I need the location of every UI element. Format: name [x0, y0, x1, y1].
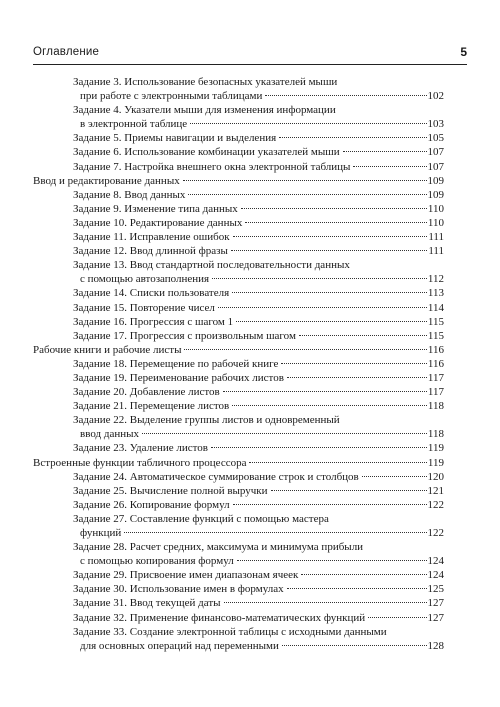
- dot-leader: [245, 222, 427, 223]
- toc-entry: [33, 89, 444, 103]
- toc-page-number: 113: [427, 287, 444, 300]
- dot-leader: [142, 433, 427, 434]
- toc-entry-text: Задание 15. Повторение чисел: [73, 301, 215, 314]
- dot-leader: [299, 335, 427, 336]
- toc-page-number: 124: [427, 555, 444, 568]
- toc-entry: [33, 484, 444, 498]
- toc-page-number: 109: [427, 174, 444, 187]
- toc-entry: [33, 244, 444, 258]
- toc-entry: [33, 540, 444, 554]
- toc-entry-text: при работе с электронными таблицами: [80, 90, 263, 103]
- toc-entry-text: с помощью автозаполнения: [80, 273, 210, 286]
- toc-entry-text: Задание 21. Перемещение листов: [73, 400, 230, 413]
- toc-page-number: 117: [427, 371, 444, 384]
- toc-entry-text: с помощью копирования формул: [80, 555, 234, 568]
- toc-entry: [33, 498, 444, 512]
- page-number: 5: [460, 45, 467, 59]
- toc-entry: [33, 202, 444, 216]
- toc-page-number: 127: [427, 597, 444, 610]
- toc-entry-text: функций: [80, 527, 122, 539]
- dot-leader: [362, 476, 427, 477]
- toc-page-number: 116: [427, 357, 444, 370]
- toc-entry-text: Задание 23. Удаление листов: [73, 442, 208, 455]
- toc-entry: [33, 329, 444, 343]
- dot-leader: [287, 588, 427, 589]
- toc-entry-text: Задание 28. Расчет средних, максимума и минимума прибыли: [73, 541, 364, 554]
- toc-page-number: 112: [427, 273, 444, 286]
- toc-entry: [33, 582, 444, 596]
- toc-entry-text: Задание 4. Указатели мыши для изменения информации: [73, 104, 336, 117]
- toc-entry-text: Задание 19. Переименование рабочих листов: [73, 371, 284, 384]
- dot-leader: [265, 95, 426, 96]
- toc-entry-text: Задание 22. Выделение группы листов и одновременный: [73, 414, 340, 427]
- toc-entry-text: Задание 25. Вычисление полной выручки: [73, 484, 268, 497]
- toc-section-heading: [33, 174, 444, 188]
- dot-leader: [301, 574, 426, 575]
- toc-page-number: 115: [427, 329, 444, 342]
- toc-entry-text: Задание 33. Создание электронной таблицы с исходными данными: [73, 625, 387, 638]
- toc-entry-text: ввод данных: [80, 428, 139, 441]
- toc-page-number: 111: [428, 231, 444, 244]
- toc-entry: [33, 399, 444, 413]
- dot-leader: [241, 208, 427, 209]
- toc-page-number: 111: [428, 245, 444, 258]
- toc-entry: [33, 357, 444, 371]
- toc-entry-text: Задание 5. Приемы навигации и выделения: [73, 132, 277, 145]
- toc-entry-text: Задание 20. Добавление листов: [73, 386, 220, 399]
- dot-leader: [279, 137, 426, 138]
- toc-page-number: 121: [427, 484, 444, 497]
- toc-entry: [33, 596, 444, 610]
- dot-leader: [249, 462, 426, 463]
- toc-entry-text: Задание 11. Исправление ошибок: [73, 231, 230, 244]
- toc-page-number: 122: [427, 527, 444, 539]
- dot-leader: [212, 278, 427, 279]
- toc-entry-text: Задание 27. Составление функций с помощью мастера: [73, 512, 329, 525]
- dot-leader: [353, 166, 426, 167]
- toc-entry-text: Рабочие книги и рабочие листы: [33, 343, 182, 356]
- toc-entry-text: Задание 30. Использование имен в формулах: [73, 583, 284, 596]
- toc-entry-text: Задание 32. Применение финансово-математических функций: [73, 611, 366, 624]
- toc-page-number: 127: [427, 611, 444, 624]
- toc-entry: [33, 258, 444, 272]
- toc-page-number: 102: [427, 90, 444, 103]
- dot-leader: [211, 447, 427, 448]
- toc-page-number: 125: [427, 583, 444, 596]
- dot-leader: [190, 123, 426, 124]
- toc-entry: [33, 385, 444, 399]
- dot-leader: [232, 292, 427, 293]
- toc-page-number: 124: [427, 569, 444, 582]
- toc-entry: [33, 639, 444, 653]
- toc-page-number: 119: [427, 442, 444, 455]
- toc-entry-text: Задание 17. Прогрессия с произвольным шагом: [73, 329, 296, 342]
- dot-leader: [236, 321, 427, 322]
- toc-entry: [33, 103, 444, 117]
- dot-leader: [343, 151, 427, 152]
- dot-leader: [183, 180, 427, 181]
- toc-section-heading: [33, 343, 444, 357]
- dot-leader: [231, 250, 427, 251]
- toc-page-number: 116: [427, 343, 444, 356]
- dot-leader: [287, 377, 427, 378]
- toc-entry: [33, 160, 444, 174]
- toc-entry: [33, 568, 444, 582]
- toc-page-number: 119: [427, 456, 444, 469]
- toc-entry: [33, 145, 444, 159]
- toc-page-number: 120: [427, 470, 444, 483]
- toc-page-number: 114: [427, 301, 444, 314]
- toc-entry: [33, 526, 444, 540]
- toc-entry: [33, 117, 444, 131]
- toc-page-number: 107: [427, 146, 444, 159]
- toc-page-number: 118: [427, 400, 444, 413]
- toc-page-number: 118: [427, 428, 444, 441]
- toc-entry: [33, 625, 444, 639]
- dot-leader: [233, 504, 427, 505]
- toc-page-number: 110: [427, 216, 444, 229]
- toc-entry-text: Задание 8. Ввод данных: [73, 188, 186, 201]
- page-header: [33, 46, 467, 65]
- dot-leader: [232, 405, 427, 406]
- toc-page-number: 103: [427, 118, 444, 131]
- dot-leader: [224, 602, 427, 603]
- toc-entry: [33, 554, 444, 568]
- toc-entry-text: Задание 12. Ввод длинной фразы: [73, 245, 228, 258]
- toc-entry-text: для основных операций над переменными: [80, 639, 279, 652]
- toc-page-number: 115: [427, 315, 444, 328]
- toc-entry: [33, 286, 444, 300]
- toc-entry: [33, 272, 444, 286]
- dot-leader: [271, 490, 427, 491]
- toc-entry-text: Задание 9. Изменение типа данных: [73, 202, 238, 215]
- toc-entry: [33, 131, 444, 145]
- dot-leader: [368, 617, 426, 618]
- dot-leader: [223, 391, 427, 392]
- toc-entry-text: Задание 16. Прогрессия с шагом 1: [73, 315, 234, 328]
- toc-entry-text: Задание 31. Ввод текущей даты: [73, 597, 221, 610]
- toc-entry-text: Задание 29. Присвоение имен диапазонам ячеек: [73, 569, 299, 582]
- dot-leader: [188, 194, 426, 195]
- running-title: Оглавление: [33, 46, 100, 58]
- toc-page-number: 110: [427, 202, 444, 215]
- toc-entry-text: Задание 10. Редактирование данных: [73, 216, 243, 229]
- toc-entry: [33, 441, 444, 455]
- toc-entry: [33, 230, 444, 244]
- toc-entry: [33, 315, 444, 329]
- toc-entry-text: в электронной таблице: [80, 118, 188, 131]
- toc-entry-text: Задание 24. Автоматическое суммирование строк и столбцов: [73, 470, 359, 483]
- toc-page-number: 107: [427, 160, 444, 173]
- toc-entry: [33, 216, 444, 230]
- dot-leader: [237, 560, 427, 561]
- dot-leader: [282, 645, 427, 646]
- toc-entry: [33, 427, 444, 441]
- toc-entry-text: Ввод и редактирование данных: [33, 174, 180, 187]
- toc-entry: [33, 301, 444, 315]
- toc-entry-text: Задание 7. Настройка внешнего окна электронной таблицы: [73, 160, 351, 173]
- toc-page-number: 117: [427, 386, 444, 399]
- dot-leader: [218, 307, 427, 308]
- toc-entry: [33, 371, 444, 385]
- toc-entry-text: Задание 26. Копирование формул: [73, 498, 230, 511]
- toc-section-heading: [33, 456, 444, 470]
- dot-leader: [124, 532, 426, 533]
- dot-leader: [233, 236, 428, 237]
- toc-entry: [33, 413, 444, 427]
- toc-entry: [33, 512, 444, 526]
- toc-page-number: 105: [427, 132, 444, 145]
- toc-page-number: 109: [427, 188, 444, 201]
- table-of-contents: [33, 75, 444, 653]
- toc-entry-text: Встроенные функции табличного процессора: [33, 456, 247, 469]
- toc-entry-text: Задание 6. Использование комбинации указателей мыши: [73, 146, 340, 159]
- toc-page-number: 128: [427, 639, 444, 652]
- toc-entry: [33, 75, 444, 89]
- dot-leader: [281, 363, 427, 364]
- toc-entry: [33, 611, 444, 625]
- toc-entry: [33, 188, 444, 202]
- toc-entry-text: Задание 13. Ввод стандартной последовательности данных: [73, 259, 350, 272]
- dot-leader: [184, 349, 426, 350]
- toc-entry-text: Задание 18. Перемещение по рабочей книге: [73, 357, 279, 370]
- toc-page-number: 122: [427, 498, 444, 511]
- toc-entry: [33, 470, 444, 484]
- toc-entry-text: Задание 3. Использование безопасных указателей мыши: [73, 76, 338, 88]
- toc-entry-text: Задание 14. Списки пользователя: [73, 287, 230, 300]
